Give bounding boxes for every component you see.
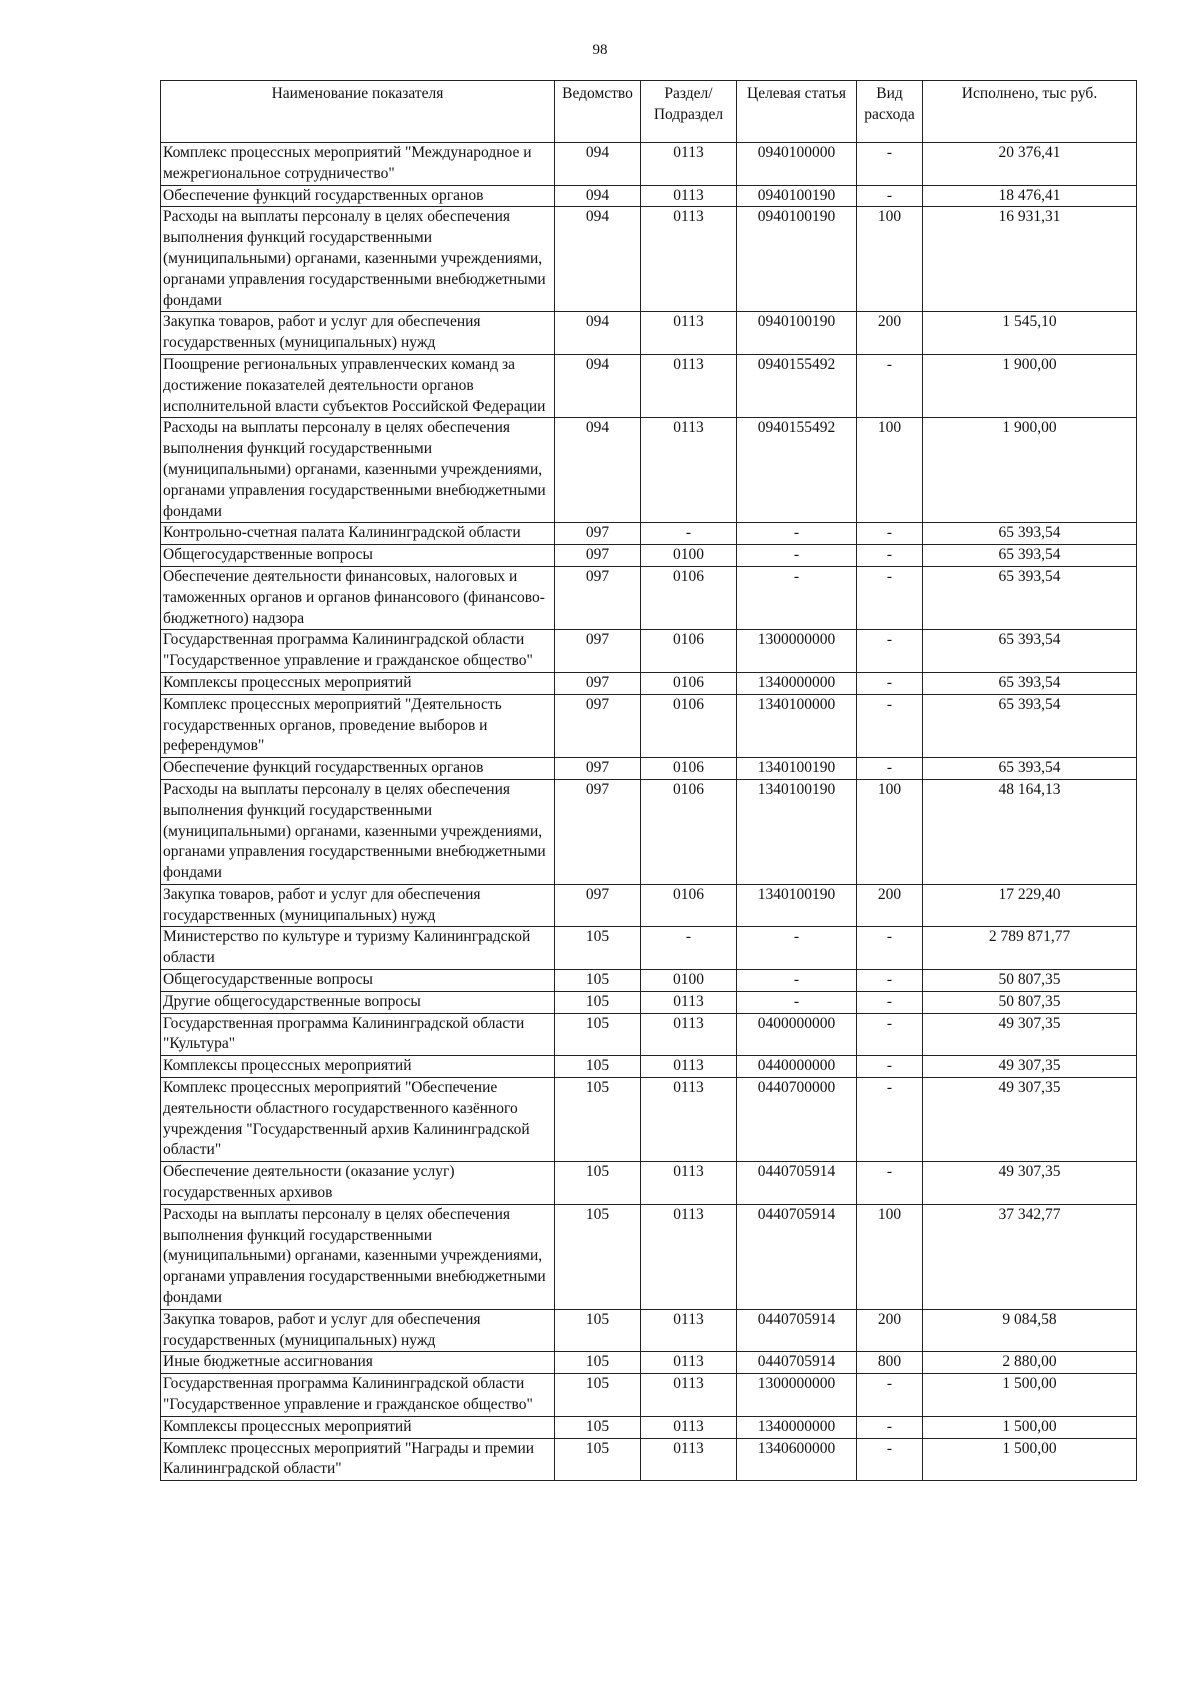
- cell-amount: 65 393,54: [923, 758, 1137, 780]
- table-row: [161, 1416, 1137, 1438]
- cell-target: 0440700000: [737, 1078, 857, 1162]
- cell-target: 1300000000: [737, 630, 857, 673]
- cell-target: 0440705914: [737, 1309, 857, 1352]
- cell-name: Обеспечение функций государственных органов: [161, 185, 555, 207]
- cell-kind: -: [857, 354, 923, 417]
- cell-name: Обеспечение деятельности финансовых, налоговых и таможенных органов и органов финансового (финансово-бюджетного) надзора: [161, 566, 555, 629]
- cell-department: 105: [555, 1162, 641, 1205]
- cell-department: 105: [555, 1416, 641, 1438]
- header-row: [161, 81, 1137, 143]
- cell-department: 105: [555, 970, 641, 992]
- table-row: [161, 1438, 1137, 1481]
- cell-amount: 37 342,77: [923, 1204, 1137, 1309]
- cell-amount: 48 164,13: [923, 779, 1137, 884]
- table-row: [161, 523, 1137, 545]
- cell-name: Общегосударственные вопросы: [161, 970, 555, 992]
- cell-kind: -: [857, 1438, 923, 1481]
- cell-kind: -: [857, 566, 923, 629]
- cell-amount: 65 393,54: [923, 523, 1137, 545]
- cell-section: 0113: [641, 1013, 737, 1056]
- cell-department: 105: [555, 1013, 641, 1056]
- cell-target: 0940100190: [737, 312, 857, 355]
- cell-section: 0113: [641, 1374, 737, 1417]
- cell-target: -: [737, 545, 857, 567]
- table-row: [161, 927, 1137, 970]
- table-row: [161, 1374, 1137, 1417]
- cell-name: Расходы на выплаты персоналу в целях обеспечения выполнения функций государственными (муниципальными) органами, казенными учреждениями, органами управления государственными внебюджетными фондами: [161, 207, 555, 312]
- cell-target: -: [737, 991, 857, 1013]
- cell-amount: 50 807,35: [923, 991, 1137, 1013]
- cell-department: 105: [555, 1078, 641, 1162]
- cell-department: 097: [555, 566, 641, 629]
- cell-target: 1340100190: [737, 884, 857, 927]
- cell-section: -: [641, 523, 737, 545]
- cell-section: 0113: [641, 1438, 737, 1481]
- cell-kind: -: [857, 927, 923, 970]
- table-row: [161, 143, 1137, 186]
- cell-section: 0106: [641, 694, 737, 757]
- cell-department: 094: [555, 185, 641, 207]
- cell-amount: 1 500,00: [923, 1416, 1137, 1438]
- cell-department: 105: [555, 991, 641, 1013]
- table-row: [161, 312, 1137, 355]
- table-body: [161, 143, 1137, 1481]
- cell-section: 0106: [641, 630, 737, 673]
- header-department: Ведомство: [555, 81, 641, 143]
- cell-kind: -: [857, 1416, 923, 1438]
- table-row: [161, 1162, 1137, 1205]
- cell-department: 105: [555, 1352, 641, 1374]
- cell-amount: 1 500,00: [923, 1438, 1137, 1481]
- cell-department: 105: [555, 1056, 641, 1078]
- cell-amount: 20 376,41: [923, 143, 1137, 186]
- cell-section: 0113: [641, 354, 737, 417]
- cell-section: 0113: [641, 1078, 737, 1162]
- cell-kind: -: [857, 970, 923, 992]
- cell-department: 105: [555, 1374, 641, 1417]
- cell-section: 0113: [641, 143, 737, 186]
- cell-section: 0113: [641, 1309, 737, 1352]
- table-row: [161, 630, 1137, 673]
- table-header: [161, 81, 1137, 143]
- cell-kind: -: [857, 185, 923, 207]
- cell-kind: 800: [857, 1352, 923, 1374]
- cell-department: 097: [555, 545, 641, 567]
- cell-amount: 49 307,35: [923, 1078, 1137, 1162]
- cell-target: 0440705914: [737, 1162, 857, 1205]
- cell-kind: -: [857, 672, 923, 694]
- cell-name: Обеспечение деятельности (оказание услуг) государственных архивов: [161, 1162, 555, 1205]
- cell-kind: -: [857, 545, 923, 567]
- cell-name: Комплексы процессных мероприятий: [161, 672, 555, 694]
- cell-target: 0940155492: [737, 354, 857, 417]
- cell-amount: 1 900,00: [923, 418, 1137, 523]
- cell-section: 0113: [641, 1416, 737, 1438]
- cell-name: Расходы на выплаты персоналу в целях обеспечения выполнения функций государственными (муниципальными) органами, казенными учреждениями, органами управления государственными внебюджетными фондами: [161, 418, 555, 523]
- table-row: [161, 566, 1137, 629]
- cell-department: 094: [555, 143, 641, 186]
- cell-department: 097: [555, 694, 641, 757]
- cell-section: 0113: [641, 185, 737, 207]
- cell-kind: -: [857, 758, 923, 780]
- cell-target: 0940155492: [737, 418, 857, 523]
- cell-kind: -: [857, 523, 923, 545]
- cell-kind: -: [857, 143, 923, 186]
- cell-department: 105: [555, 927, 641, 970]
- cell-section: 0106: [641, 566, 737, 629]
- cell-amount: 18 476,41: [923, 185, 1137, 207]
- cell-amount: 49 307,35: [923, 1056, 1137, 1078]
- table-row: [161, 354, 1137, 417]
- cell-target: 0440705914: [737, 1204, 857, 1309]
- cell-department: 105: [555, 1204, 641, 1309]
- table-row: [161, 758, 1137, 780]
- cell-kind: -: [857, 1013, 923, 1056]
- table-row: [161, 418, 1137, 523]
- cell-amount: 50 807,35: [923, 970, 1137, 992]
- cell-kind: -: [857, 1162, 923, 1205]
- cell-target: 1300000000: [737, 1374, 857, 1417]
- cell-name: Закупка товаров, работ и услуг для обеспечения государственных (муниципальных) нужд: [161, 1309, 555, 1352]
- cell-target: -: [737, 970, 857, 992]
- cell-amount: 65 393,54: [923, 672, 1137, 694]
- table-row: [161, 1056, 1137, 1078]
- cell-name: Контрольно-счетная палата Калининградской области: [161, 523, 555, 545]
- header-kind: Вид расхода: [857, 81, 923, 143]
- cell-target: 0440000000: [737, 1056, 857, 1078]
- cell-name: Закупка товаров, работ и услуг для обеспечения государственных (муниципальных) нужд: [161, 884, 555, 927]
- table-row: [161, 970, 1137, 992]
- cell-target: 1340100000: [737, 694, 857, 757]
- cell-amount: 65 393,54: [923, 630, 1137, 673]
- cell-amount: 2 789 871,77: [923, 927, 1137, 970]
- cell-amount: 17 229,40: [923, 884, 1137, 927]
- cell-target: -: [737, 927, 857, 970]
- cell-section: 0113: [641, 991, 737, 1013]
- cell-department: 094: [555, 418, 641, 523]
- cell-amount: 1 900,00: [923, 354, 1137, 417]
- cell-kind: -: [857, 1374, 923, 1417]
- cell-amount: 1 500,00: [923, 1374, 1137, 1417]
- cell-section: 0113: [641, 1352, 737, 1374]
- table-row: [161, 1309, 1137, 1352]
- cell-name: Государственная программа Калининградской области "Культура": [161, 1013, 555, 1056]
- cell-target: 0940100000: [737, 143, 857, 186]
- header-target: Целевая статья: [737, 81, 857, 143]
- cell-name: Расходы на выплаты персоналу в целях обеспечения выполнения функций государственными (муниципальными) органами, казенными учреждениями, органами управления государственными внебюджетными фондами: [161, 779, 555, 884]
- cell-name: Другие общегосударственные вопросы: [161, 991, 555, 1013]
- table-row: [161, 1078, 1137, 1162]
- cell-kind: -: [857, 1078, 923, 1162]
- cell-section: 0100: [641, 970, 737, 992]
- cell-kind: -: [857, 694, 923, 757]
- cell-name: Расходы на выплаты персоналу в целях обеспечения выполнения функций государственными (муниципальными) органами, казенными учреждениями, органами управления государственными внебюджетными фондами: [161, 1204, 555, 1309]
- cell-amount: 1 545,10: [923, 312, 1137, 355]
- cell-name: Комплекс процессных мероприятий "Деятельность государственных органов, проведение выборов и референдумов": [161, 694, 555, 757]
- cell-name: Поощрение региональных управленческих команд за достижение показателей деятельности органов исполнительной власти субъектов Российской Федерации: [161, 354, 555, 417]
- cell-name: Комплекс процессных мероприятий "Награды и премии Калининградской области": [161, 1438, 555, 1481]
- table-row: [161, 779, 1137, 884]
- table-row: [161, 1013, 1137, 1056]
- cell-section: 0106: [641, 672, 737, 694]
- cell-kind: 100: [857, 1204, 923, 1309]
- cell-target: 0940100190: [737, 207, 857, 312]
- cell-section: 0100: [641, 545, 737, 567]
- cell-name: Комплексы процессных мероприятий: [161, 1056, 555, 1078]
- cell-department: 094: [555, 354, 641, 417]
- table-row: [161, 991, 1137, 1013]
- cell-target: 0440705914: [737, 1352, 857, 1374]
- cell-name: Иные бюджетные ассигнования: [161, 1352, 555, 1374]
- table-row: [161, 694, 1137, 757]
- cell-department: 105: [555, 1309, 641, 1352]
- cell-kind: 200: [857, 884, 923, 927]
- cell-section: 0106: [641, 884, 737, 927]
- cell-amount: 2 880,00: [923, 1352, 1137, 1374]
- cell-department: 094: [555, 312, 641, 355]
- cell-amount: 65 393,54: [923, 566, 1137, 629]
- cell-kind: -: [857, 1056, 923, 1078]
- cell-department: 094: [555, 207, 641, 312]
- cell-target: 1340000000: [737, 672, 857, 694]
- cell-section: 0113: [641, 1056, 737, 1078]
- cell-target: 1340100190: [737, 779, 857, 884]
- cell-kind: -: [857, 630, 923, 673]
- budget-table: [160, 80, 1137, 1481]
- cell-name: Общегосударственные вопросы: [161, 545, 555, 567]
- cell-department: 097: [555, 758, 641, 780]
- cell-name: Обеспечение функций государственных органов: [161, 758, 555, 780]
- cell-target: 1340100190: [737, 758, 857, 780]
- table-row: [161, 185, 1137, 207]
- table-row: [161, 884, 1137, 927]
- cell-section: 0113: [641, 207, 737, 312]
- cell-kind: 100: [857, 418, 923, 523]
- cell-department: 097: [555, 884, 641, 927]
- cell-kind: -: [857, 991, 923, 1013]
- table-row: [161, 545, 1137, 567]
- cell-amount: 16 931,31: [923, 207, 1137, 312]
- cell-kind: 200: [857, 312, 923, 355]
- cell-department: 097: [555, 779, 641, 884]
- cell-target: 0400000000: [737, 1013, 857, 1056]
- cell-name: Комплексы процессных мероприятий: [161, 1416, 555, 1438]
- cell-name: Государственная программа Калининградской области "Государственное управление и гражданское общество": [161, 1374, 555, 1417]
- cell-target: -: [737, 566, 857, 629]
- cell-amount: 49 307,35: [923, 1013, 1137, 1056]
- cell-department: 097: [555, 672, 641, 694]
- cell-name: Государственная программа Калининградской области "Государственное управление и гражданское общество": [161, 630, 555, 673]
- cell-department: 105: [555, 1438, 641, 1481]
- table-row: [161, 1204, 1137, 1309]
- cell-target: 1340600000: [737, 1438, 857, 1481]
- cell-section: 0106: [641, 758, 737, 780]
- cell-name: Закупка товаров, работ и услуг для обеспечения государственных (муниципальных) нужд: [161, 312, 555, 355]
- cell-amount: 65 393,54: [923, 545, 1137, 567]
- page-number: 98: [592, 42, 608, 58]
- table-row: [161, 672, 1137, 694]
- cell-kind: 100: [857, 779, 923, 884]
- cell-target: -: [737, 523, 857, 545]
- table-row: [161, 1352, 1137, 1374]
- cell-target: 0940100190: [737, 185, 857, 207]
- cell-section: 0113: [641, 1204, 737, 1309]
- cell-target: 1340000000: [737, 1416, 857, 1438]
- cell-department: 097: [555, 523, 641, 545]
- cell-section: -: [641, 927, 737, 970]
- cell-section: 0113: [641, 418, 737, 523]
- cell-section: 0113: [641, 1162, 737, 1205]
- header-name: Наименование показателя: [161, 81, 555, 143]
- cell-amount: 65 393,54: [923, 694, 1137, 757]
- header-amount: Исполнено, тыс руб.: [923, 81, 1137, 143]
- cell-name: Комплекс процессных мероприятий "Международное и межрегиональное сотрудничество": [161, 143, 555, 186]
- cell-section: 0113: [641, 312, 737, 355]
- cell-name: Министерство по культуре и туризму Калининградской области: [161, 927, 555, 970]
- cell-name: Комплекс процессных мероприятий "Обеспечение деятельности областного государственного казённого учреждения "Государственный архив Калининградской области": [161, 1078, 555, 1162]
- header-section: Раздел/ Подраздел: [641, 81, 737, 143]
- cell-kind: 100: [857, 207, 923, 312]
- cell-amount: 9 084,58: [923, 1309, 1137, 1352]
- cell-amount: 49 307,35: [923, 1162, 1137, 1205]
- cell-kind: 200: [857, 1309, 923, 1352]
- cell-department: 097: [555, 630, 641, 673]
- table-row: [161, 207, 1137, 312]
- cell-section: 0106: [641, 779, 737, 884]
